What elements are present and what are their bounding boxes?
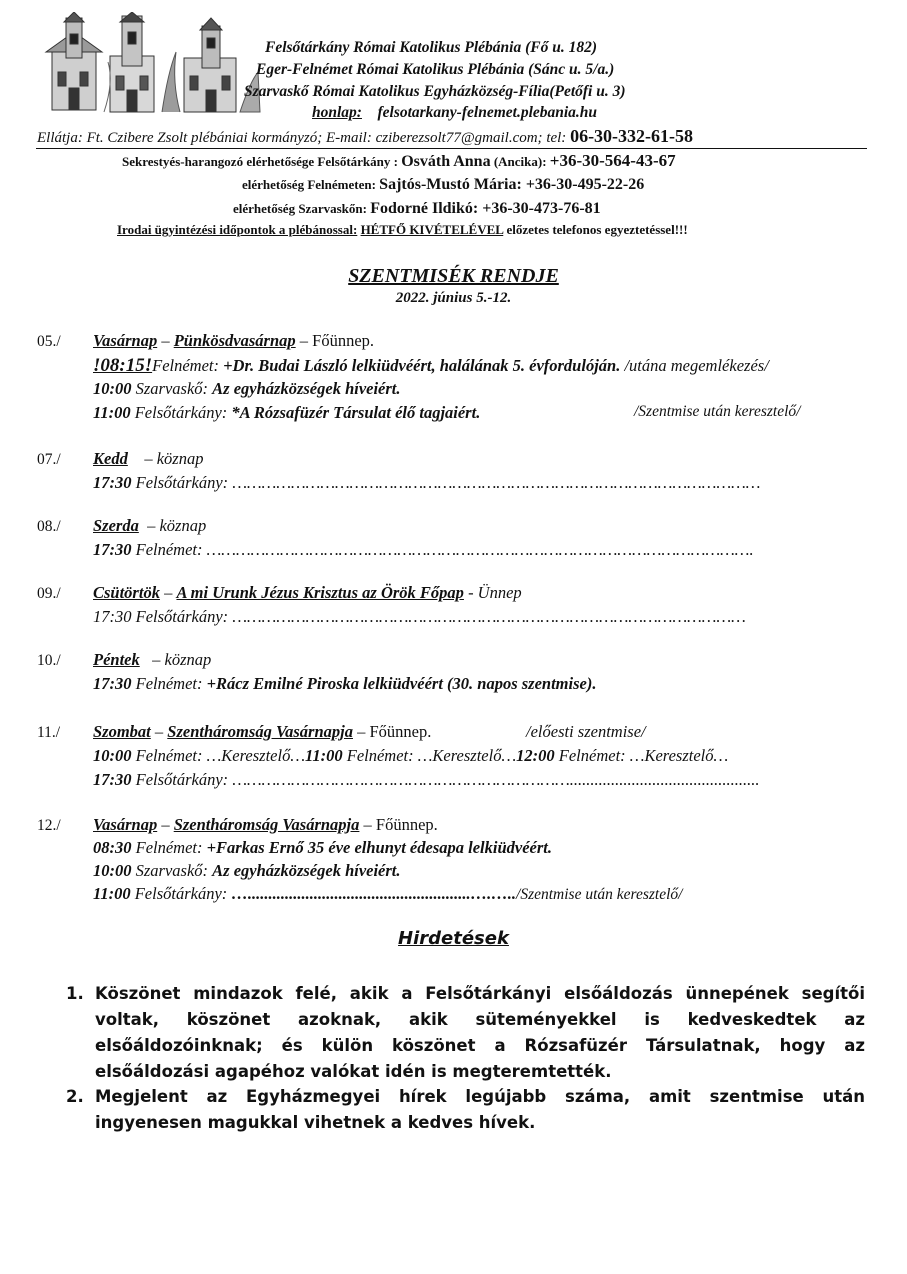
church-sketch-icon xyxy=(44,12,262,116)
feast-name: Pünkösdvasárnap xyxy=(173,331,296,350)
contact-szarvasko-value: Fodorné Ildikó: +36-30-473-76-81 xyxy=(370,200,601,217)
contact-szarvasko-label: elérhetőség Szarvaskőn: xyxy=(233,201,367,216)
announcements-title-wrap xyxy=(0,928,907,949)
homepage-label: honlap: xyxy=(312,104,362,121)
church-logo xyxy=(44,12,262,116)
mass-place: Felnémet: …Keresztelő… xyxy=(346,746,517,765)
day-header xyxy=(93,722,431,742)
mass-intention: *A Rózsafüzér Társulat élő tagjaiért. xyxy=(231,403,481,422)
day-header xyxy=(93,516,206,536)
feast-rank: – Főünnep. xyxy=(359,815,438,834)
mass-intention: +Dr. Budai László lelkiüdvéért, halálának 5. évfordulóján. xyxy=(223,356,621,375)
day-name: Szombat xyxy=(93,722,151,741)
announcement-item xyxy=(66,1084,866,1144)
mass-time: 11:00 xyxy=(93,884,131,903)
schedule-date: 2022. június 5.-12. xyxy=(395,290,512,306)
mass-place: Felsőtárkány: xyxy=(135,473,229,492)
header-divider xyxy=(36,148,867,149)
mass-place: Felsőtárkány: xyxy=(135,607,229,626)
contact-felnemet-label: elérhetőség Felnémeten: xyxy=(242,177,376,192)
day-header xyxy=(93,583,522,603)
day-header xyxy=(93,331,374,351)
announcements-title: Hirdetések xyxy=(398,928,509,949)
mass-line xyxy=(93,838,552,858)
separator: – xyxy=(157,331,174,350)
day-number: 09./ xyxy=(37,585,61,602)
mass-intention: Az egyházközségek híveiért. xyxy=(212,379,401,398)
day-number: 07./ xyxy=(37,451,61,468)
contact-sacristan-tel: +36-30-564-43-67 xyxy=(549,151,676,170)
announcement-item xyxy=(66,981,866,1091)
mass-time: 17:30 xyxy=(93,674,132,693)
mass-time: 17:30 xyxy=(93,607,132,626)
admin-line xyxy=(37,126,693,147)
mass-line xyxy=(93,674,596,694)
day-header xyxy=(93,650,211,670)
schedule-title: SZENTMISÉK RENDJE xyxy=(348,265,559,287)
day-number: 11./ xyxy=(37,724,61,741)
mass-time: 17:30 xyxy=(93,473,132,492)
mass-time: 11:00 xyxy=(305,746,343,765)
homepage-link[interactable]: felsotarkany-felnemet.plebania.hu xyxy=(377,104,598,121)
mass-line xyxy=(93,861,401,881)
office-hours-note: előzetes telefonos egyeztetéssel!!! xyxy=(506,222,688,237)
office-hours-label: Irodai ügyintézési időpontok a plébánossal: xyxy=(117,222,358,237)
announcement-text: Megjelent az Egyházmegyei hírek legújabb száma, amit szentmise után ingyenesen magukkal vihetnek a kedves hívek. xyxy=(95,1087,865,1132)
mass-time: 11:00 xyxy=(93,403,131,422)
feast-rank: – köznap xyxy=(152,650,212,669)
office-hours xyxy=(117,222,688,238)
mass-dots: …………………………………………………………………………………………… xyxy=(232,607,746,626)
mass-time: 12:00 xyxy=(516,746,555,765)
mass-place: Felsőtárkány: xyxy=(134,884,228,903)
separator: – xyxy=(159,583,177,602)
mass-place: Felnémet: …Keresztelő… xyxy=(135,746,306,765)
mass-time: 08:30 xyxy=(93,838,132,857)
mass-place: Felnémet: xyxy=(135,674,203,693)
mass-intention: Az egyházközségek híveiért. xyxy=(212,861,401,880)
mass-line xyxy=(93,607,746,627)
day-number: 05./ xyxy=(37,333,61,350)
mass-place: Szarvaskő: xyxy=(135,379,209,398)
mass-time: 17:30 xyxy=(93,770,132,789)
day-number: 10./ xyxy=(37,652,61,669)
feast-rank: - Ünnep xyxy=(463,583,522,602)
mass-note: /Szentmise után keresztelő/ xyxy=(634,403,801,420)
parish-szarvasko: Szarvaskő Római Katolikus Egyházközség-Fília(Petőfi u. 3) xyxy=(244,83,626,100)
announcement-text: Köszönet mindazok felé, akik a Felsőtárkányi elsőáldozás ünnepének segítői voltak, köszönet azoknak, akik süteményekkel is kedveskedtek az elsőáldozóinknak; és külön köszönet a Rózsafüzér Társulatnak, hogy az elsőáldozási agapéhoz valókat idén is megteremtették. xyxy=(95,984,865,1081)
feast-rank: – Főünnep. xyxy=(352,722,432,741)
feast-name: Szentháromság Vasárnapja xyxy=(167,722,353,741)
admin-email[interactable]: cziberezsolt77@gmail.com; xyxy=(375,130,543,146)
feast-rank: – köznap xyxy=(144,449,204,468)
contact-felnemet-value: Sajtós-Mustó Mária: +36-30-495-22-26 xyxy=(379,176,645,193)
day-name: Vasárnap xyxy=(93,815,158,834)
mass-place: Felnémet: xyxy=(152,356,220,375)
mass-time: !08:15! xyxy=(93,355,153,376)
separator: – xyxy=(150,722,168,741)
office-hours-day: HÉTFŐ KIVÉTELÉVEL xyxy=(360,222,504,237)
mass-line xyxy=(93,770,760,790)
mass-dots: …………………………………………………………….............................................. xyxy=(232,770,760,789)
schedule-date-wrap xyxy=(0,289,907,307)
day-header xyxy=(93,815,438,835)
announcement-number: 2. xyxy=(66,1087,84,1106)
mass-line xyxy=(93,473,760,493)
day-header xyxy=(93,449,203,469)
mass-dots: …......................................................….….. xyxy=(231,884,517,903)
day-name: Péntek xyxy=(93,650,140,669)
separator: – xyxy=(157,815,174,834)
feast-rank: – köznap xyxy=(147,516,207,535)
mass-line xyxy=(93,379,401,399)
parish-felnemet: Eger-Felnémet Római Katolikus Plébánia (Sánc u. 5/a.) xyxy=(256,61,615,78)
contact-felnemet xyxy=(242,176,644,194)
admin-tel: 06-30-332-61-58 xyxy=(570,126,694,146)
mass-dots: ……………………………………………………………………………………………… xyxy=(232,473,761,492)
mass-place: Felnémet: xyxy=(135,540,203,559)
day-name: Szerda xyxy=(93,516,139,535)
contact-sacristan-name: Osváth Anna xyxy=(401,153,491,170)
mass-note: /utána megemlékezés/ xyxy=(624,356,769,375)
day-name: Kedd xyxy=(93,449,128,468)
contact-szarvasko xyxy=(233,200,601,218)
mass-line xyxy=(93,746,728,766)
contact-sacristan-label: Sekrestyés-harangozó elérhetősége Felsőtárkány : xyxy=(122,154,398,169)
feast-rank: – Főünnep. xyxy=(295,331,375,350)
mass-intention: +Farkas Ernő 35 éve elhunyt édesapa lelkiüdvéért. xyxy=(206,838,552,857)
mass-time: 10:00 xyxy=(93,379,132,398)
mass-place: Felsőtárkány: xyxy=(135,770,229,789)
mass-time: 10:00 xyxy=(93,746,132,765)
contact-sacristan-nick: (Ancika): xyxy=(493,154,547,169)
day-number: 08./ xyxy=(37,518,61,535)
mass-line xyxy=(93,355,769,377)
admin-tel-label: tel: xyxy=(546,130,567,146)
announcement-number: 1. xyxy=(66,984,84,1003)
mass-intention: +Rácz Emilné Piroska lelkiüdvéért (30. napos szentmise). xyxy=(206,674,597,693)
vigil-note: /előesti szentmise/ xyxy=(526,722,646,741)
mass-line xyxy=(93,403,480,423)
feast-name: A mi Urunk Jézus Krisztus az Örök Főpap xyxy=(176,583,464,602)
mass-place: Felnémet: …Keresztelő… xyxy=(558,746,729,765)
mass-dots: …………………………………………………………………………………………………. xyxy=(206,540,754,559)
mass-place: Felnémet: xyxy=(135,838,203,857)
mass-place: Szarvaskő: xyxy=(135,861,209,880)
mass-note: /Szentmise után keresztelő/ xyxy=(516,886,683,903)
admin-prefix: Ellátja: Ft. Czibere Zsolt plébániai kormányzó; E-mail: xyxy=(37,130,372,146)
contact-sacristan xyxy=(122,151,676,171)
mass-line xyxy=(93,540,754,560)
day-number: 12./ xyxy=(37,817,61,834)
homepage-line xyxy=(312,104,597,122)
feast-name: Szentháromság Vasárnapja xyxy=(173,815,360,834)
parish-felsotarkany: Felsőtárkány Római Katolikus Plébánia (Fő u. 182) xyxy=(265,39,597,56)
mass-time: 17:30 xyxy=(93,540,132,559)
day-name: Csütörtök xyxy=(93,583,160,602)
mass-place: Felsőtárkány: xyxy=(134,403,228,422)
mass-line xyxy=(93,884,682,904)
day-name: Vasárnap xyxy=(93,331,158,350)
mass-time: 10:00 xyxy=(93,861,132,880)
schedule-title-wrap xyxy=(0,265,907,288)
